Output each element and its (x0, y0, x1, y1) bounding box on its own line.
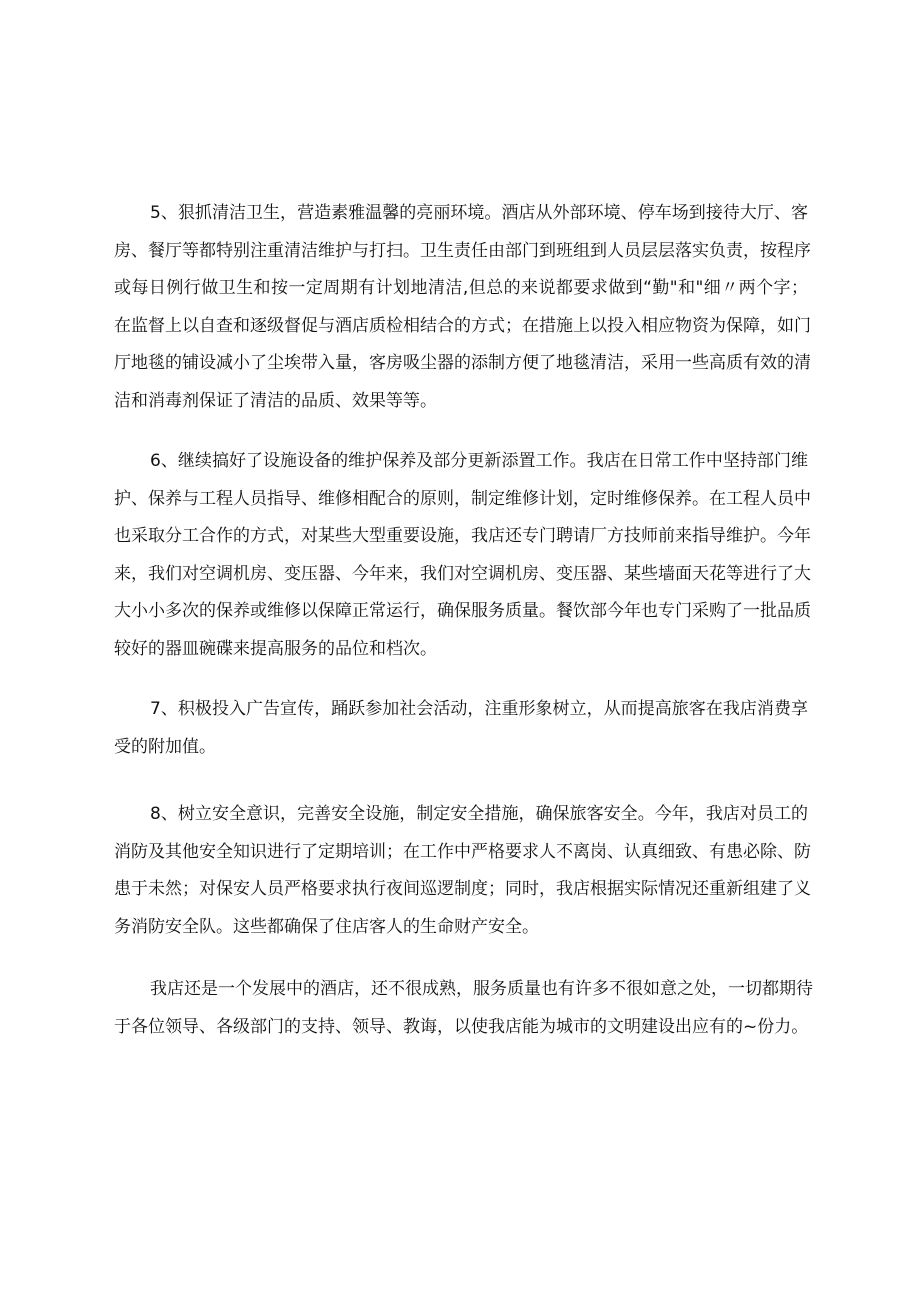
paragraph-line: 洁和消毒剂保证了清洁的品质、效果等等。 (114, 390, 437, 411)
paragraph-line: 5、狠抓清洁卫生，营造素雅温馨的亮丽环境。酒店从外部环境、停车场到接待大厅、客 (150, 203, 808, 223)
paragraph-line: 6、继续搞好了设施设备的维护保养及部分更新添置工作。我店在日常工作中坚持部门维 (150, 451, 808, 471)
paragraph-6-maintenance (114, 443, 811, 668)
paragraph-line: 或每日例行做卫生和按一定周期有计划地清洁,但总的来说都要求做到“勤"和"细〃两个字； (114, 278, 808, 298)
paragraph-line: 房、餐厅等都特别注重清洁维护与打扫。卫生责任由部门到班组到人员层层落实负责，按程序 (114, 240, 811, 261)
paragraph-line: 患于未然；对保安人员严格要求执行夜间巡逻制度；同时，我店根据实际情况还重新组建了义 (114, 879, 811, 899)
paragraph-line: 护、保养与工程人员指导、维修相配合的原则，制定维修计划，定时维修保养。在工程人员中 (114, 488, 811, 509)
paragraph-line: 较好的器皿碗碟来提高服务的品位和档次。 (114, 638, 437, 659)
paragraph-line: 我店还是一个发展中的酒店，还不很成熟，服务质量也有许多不很如意之处，一切都期待 (150, 979, 813, 999)
paragraph-line: 厅地毯的铺设减小了尘埃带入量，客房吸尘器的添制方便了地毯清洁，采用一些高质有效的清 (114, 353, 811, 373)
paragraph-line: 务消防安全队。这些都确保了住店客人的生命财产安全。 (114, 916, 539, 937)
paragraph-line: 于各位领导、各级部门的支持、领导、教诲，以使我店能为城市的文明建设出应有的~份力。 (114, 1016, 809, 1037)
paragraph-5-hygiene (114, 195, 811, 420)
paragraph-closing (114, 971, 813, 1046)
paragraph-line: 大小小多次的保养或维修以保障正常运行，确保服务质量。餐饮部今年也专门采购了一批品质 (114, 601, 811, 621)
paragraph-line: 受的附加值。 (114, 736, 216, 757)
paragraph-line: 也采取分工合作的方式，对某些大型重要设施，我店还专门聘请厂方技师前来指导维护。今年 (114, 526, 811, 546)
paragraph-line: 消防及其他安全知识进行了定期培训；在工作中严格要求人不离岗、认真细致、有患必除、防 (114, 841, 811, 862)
paragraph-line: 8、树立安全意识，完善安全设施，制定安全措施，确保旅客安全。今年，我店对员工的 (150, 804, 808, 824)
paragraph-line: 来，我们对空调机房、变压器、今年来，我们对空调机房、变压器、某些墙面天花等进行了大 (114, 563, 811, 584)
paragraph-line: 7、积极投入广告宣传，踊跃参加社会活动，注重形象树立，从而提高旅客在我店消费享 (150, 699, 808, 719)
paragraph-8-safety (114, 796, 811, 946)
paragraph-7-advertising (114, 691, 808, 766)
paragraph-line: 在监督上以自查和逐级督促与酒店质检相结合的方式；在措施上以投入相应物资为保障，如门 (114, 315, 811, 336)
